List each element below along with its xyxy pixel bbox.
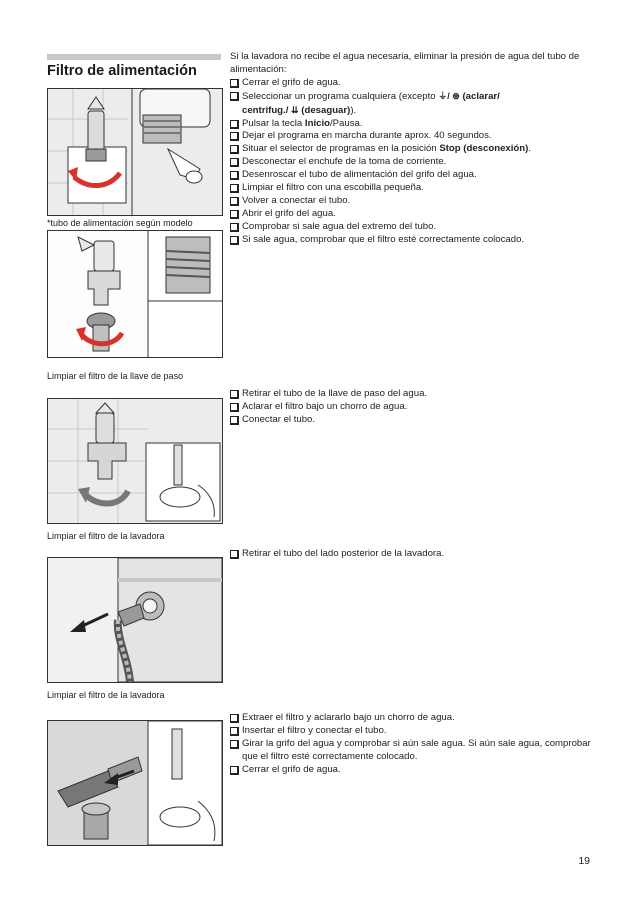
list-item: Desconectar el enchufe de la toma de corriente.: [230, 156, 600, 169]
list-item: Retirar el tubo de la llave de paso del agua.: [230, 388, 600, 401]
intro-text: Si la lavadora no recibe el agua necesaria, eliminar la presión de agua del tubo de alimentación:: [230, 51, 580, 75]
list-item: Cerrar el grifo de agua.: [230, 77, 600, 90]
steps-lavadora1-list: [230, 548, 600, 561]
list-item: Abrir el grifo del agua.: [230, 208, 600, 221]
figure-tap-thread: [47, 230, 223, 358]
drain-icon: ⇊: [291, 104, 299, 115]
llave-instructions: [230, 388, 600, 427]
list-item: Pulsar la tecla Inicio/Pausa.: [230, 118, 600, 131]
caption-tubo-modelo: *tubo de alimentación según modelo: [47, 218, 193, 228]
list-item: Si sale agua, comprobar que el filtro esté correctamente colocado.: [230, 234, 600, 247]
section-title: Filtro de alimentación: [47, 63, 197, 79]
list-item: Extraer el filtro y aclararlo bajo un chorro de agua.: [230, 712, 600, 725]
list-item: Volver a conectar el tubo.: [230, 195, 600, 208]
section-rule: [47, 54, 221, 60]
steps-llave-list: [230, 388, 600, 427]
list-item: Dejar el programa en marcha durante aprox. 40 segundos.: [230, 130, 600, 143]
figure-tap-hose: [47, 88, 223, 216]
caption-llave-paso: Limpiar el filtro de la llave de paso: [47, 371, 184, 381]
list-item: Seleccionar un programa cualquiera (excepto ⏚/ ⊛ (aclarar/ centrifug./ ⇊ (desaguar)).: [230, 90, 600, 118]
caption-lavadora-1: Limpiar el filtro de la lavadora: [47, 531, 165, 541]
figure-valve-filter: [47, 398, 223, 524]
list-item: Retirar el tubo del lado posterior de la lavadora.: [230, 548, 600, 561]
list-item: Limpiar el filtro con una escobilla pequeña.: [230, 182, 600, 195]
figure-washer-back: [47, 557, 223, 683]
lavadora2-instructions: [230, 712, 600, 777]
figure-washer-filter: [47, 720, 223, 846]
list-item: Insertar el filtro y conectar el tubo.: [230, 725, 600, 738]
list-item: Aclarar el filtro bajo un chorro de agua.: [230, 401, 600, 414]
rinse-spin-icon: ⏚/ ⊛: [438, 90, 460, 101]
list-item: Girar la grifo del agua y comprobar si aún sale agua. Si aún sale agua, comprobar que el filtro esté correctamente colocado.: [230, 738, 600, 764]
caption-lavadora-2: Limpiar el filtro de la lavadora: [47, 690, 165, 700]
lavadora1-instructions: [230, 548, 600, 561]
steps-lavadora2-list: [230, 712, 600, 777]
steps-main-list: [230, 77, 600, 247]
list-item: Cerrar el grifo de agua.: [230, 764, 600, 777]
list-item: Comprobar si sale agua del extremo del tubo.: [230, 221, 600, 234]
list-item: Conectar el tubo.: [230, 414, 600, 427]
list-item: Situar el selector de programas en la posición Stop (desconexión).: [230, 143, 600, 156]
main-instructions: [230, 51, 600, 247]
list-item: Desenroscar el tubo de alimentación del grifo del agua.: [230, 169, 600, 182]
page-number: 19: [578, 855, 590, 867]
